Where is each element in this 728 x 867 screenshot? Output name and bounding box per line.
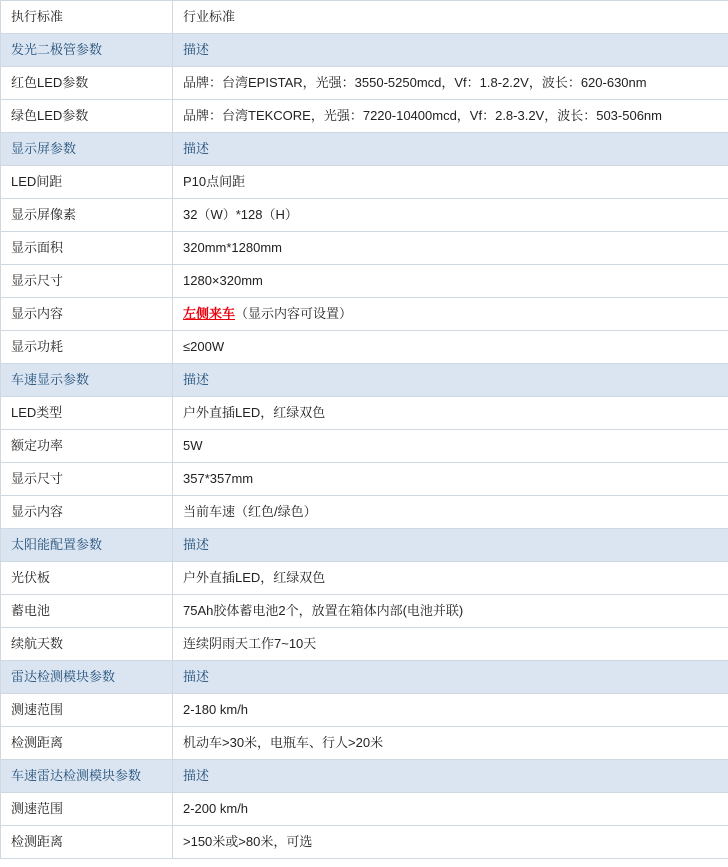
row-label: 显示面积 (1, 232, 173, 265)
table-row (1, 397, 728, 430)
row-value: 357*357mm (173, 463, 728, 496)
row-label: 续航天数 (1, 628, 173, 661)
row-value: 机动车>30米，电瓶车、行人>20米 (173, 727, 728, 760)
row-label: LED间距 (1, 166, 173, 199)
row-value: ≤200W (173, 331, 728, 364)
row-value: 2-180 km/h (173, 694, 728, 727)
section-label: 车速雷达检测模块参数 (1, 760, 173, 793)
row-label: 显示功耗 (1, 331, 173, 364)
row-value: 1280×320mm (173, 265, 728, 298)
row-value: 2-200 km/h (173, 793, 728, 826)
row-value: P10点间距 (173, 166, 728, 199)
table-row (1, 595, 728, 628)
section-description: 描述 (173, 34, 728, 67)
row-label: 检测距离 (1, 727, 173, 760)
row-value: 行业标准 (173, 1, 728, 34)
section-description: 描述 (173, 364, 728, 397)
section-label: 太阳能配置参数 (1, 529, 173, 562)
row-value: 当前车速（红色/绿色） (173, 496, 728, 529)
table-row (1, 727, 728, 760)
table-section-row (1, 133, 728, 166)
row-label: 蓄电池 (1, 595, 173, 628)
row-value: 户外直插LED，红绿双色 (173, 562, 728, 595)
row-value: 品牌：台湾TEKCORE，光强：7220-10400mcd，Vf：2.8-3.2V，波长：503-506nm (173, 100, 728, 133)
row-value: >150米或>80米，可选 (173, 826, 728, 859)
row-value: 5W (173, 430, 728, 463)
highlighted-value: 左侧来车 (183, 306, 236, 322)
row-label: 执行标准 (1, 1, 173, 34)
row-label: 光伏板 (1, 562, 173, 595)
table-row (1, 430, 728, 463)
section-label: 车速显示参数 (1, 364, 173, 397)
row-label: 显示内容 (1, 496, 173, 529)
table-section-row (1, 661, 728, 694)
table-section-row (1, 760, 728, 793)
table-row (1, 628, 728, 661)
table-section-row (1, 529, 728, 562)
table-row (1, 1, 728, 34)
table-row (1, 694, 728, 727)
table-section-row (1, 364, 728, 397)
row-label: 测速范围 (1, 694, 173, 727)
row-value: 320mm*1280mm (173, 232, 728, 265)
row-label: 显示内容 (1, 298, 173, 331)
section-description: 描述 (173, 529, 728, 562)
row-label: LED类型 (1, 397, 173, 430)
table-row (1, 100, 728, 133)
row-value: 品牌：台湾EPISTAR，光强：3550-5250mcd，Vf：1.8-2.2V，波长：620-630nm (173, 67, 728, 100)
section-label: 显示屏参数 (1, 133, 173, 166)
row-label: 额定功率 (1, 430, 173, 463)
row-label: 绿色LED参数 (1, 100, 173, 133)
section-description: 描述 (173, 133, 728, 166)
section-label: 发光二极管参数 (1, 34, 173, 67)
value-note: （显示内容可设置） (235, 306, 353, 322)
section-description: 描述 (173, 661, 728, 694)
row-label: 测速范围 (1, 793, 173, 826)
table-row (1, 166, 728, 199)
table-row (1, 463, 728, 496)
row-label: 红色LED参数 (1, 67, 173, 100)
row-label: 显示尺寸 (1, 463, 173, 496)
table-section-row (1, 34, 728, 67)
row-label: 显示尺寸 (1, 265, 173, 298)
table-row (1, 199, 728, 232)
row-value: 连续阴雨天工作7~10天 (173, 628, 728, 661)
table-row (1, 562, 728, 595)
table-row (1, 826, 728, 859)
section-description: 描述 (173, 760, 728, 793)
row-value: 32（W）*128（H） (173, 199, 728, 232)
row-value: 户外直插LED，红绿双色 (173, 397, 728, 430)
table-row (1, 496, 728, 529)
table-row (1, 265, 728, 298)
row-value (173, 298, 728, 331)
row-label: 检测距离 (1, 826, 173, 859)
table-row (1, 232, 728, 265)
row-value: 75Ah胶体蓄电池2个，放置在箱体内部(电池并联) (173, 595, 728, 628)
table-row (1, 67, 728, 100)
table-row (1, 793, 728, 826)
section-label: 雷达检测模块参数 (1, 661, 173, 694)
row-label: 显示屏像素 (1, 199, 173, 232)
specification-table-body (1, 1, 728, 859)
table-row (1, 331, 728, 364)
table-row (1, 298, 728, 331)
